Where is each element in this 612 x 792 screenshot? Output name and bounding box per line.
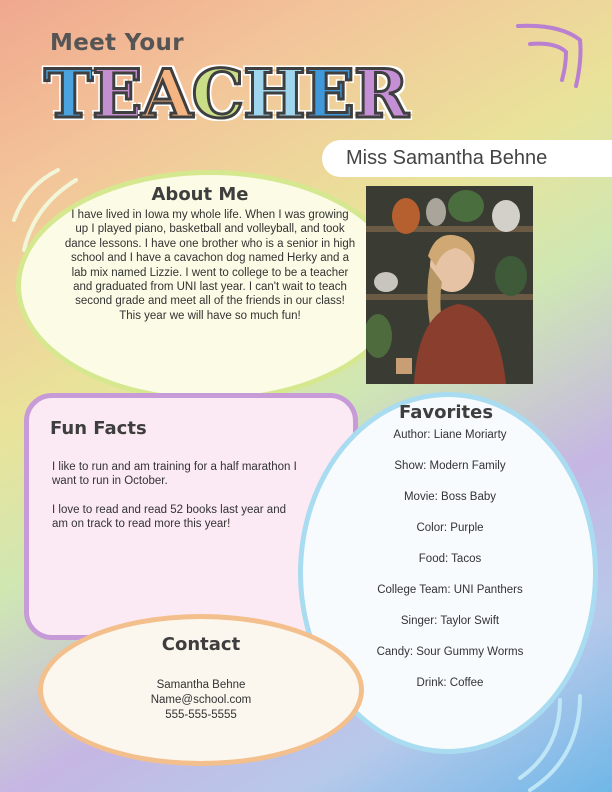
favorite-item: Drink: Coffee (416, 677, 484, 689)
contact-title: Contact (161, 634, 241, 655)
teacher-title (44, 55, 409, 133)
fun-facts-title: Fun Facts (50, 418, 147, 439)
title-letter: A (141, 55, 193, 133)
meet-your-heading: Meet Your (50, 30, 184, 56)
teacher-photo-illustration (366, 186, 533, 384)
fun-fact-item: I love to read and read 52 books last year and am on track to read more this year! (52, 503, 286, 531)
favorite-item: College Team: UNI Panthers (377, 584, 523, 596)
teacher-name-banner: Miss Samantha Behne (322, 140, 612, 177)
contact-details (101, 678, 301, 723)
favorite-item: Author: Liane Moriarty (393, 429, 507, 441)
favorite-item: Show: Modern Family (394, 460, 506, 472)
favorite-item: Singer: Taylor Swift (400, 615, 500, 627)
title-letter: R (353, 55, 409, 133)
favorites-title: Favorites (398, 402, 494, 423)
contact-email[interactable]: Name@school.com (150, 694, 252, 706)
about-me-title: About Me (151, 184, 249, 205)
contact-name: Samantha Behne (156, 679, 246, 691)
teacher-photo (366, 186, 533, 384)
favorite-item: Food: Tacos (418, 553, 482, 565)
title-letter: E (92, 55, 143, 133)
fun-fact-item: I like to run and am training for a half marathon I want to run in October. (52, 461, 297, 488)
fun-facts-list (52, 460, 297, 546)
about-me-text: I have lived in Iowa my whole life. When I was growing up I played piano, basketball and volleyball, and took dance lessons. I have one brother who is a senior in high school and I have a cavachon dog named Herky and a lab mix named Lizzie. I went to college to be a teacher and graduated from UNI last year. I can't wait to teach second grade and meet all of the friends in our class! This year we will have so much fun! (64, 209, 356, 322)
favorite-item: Color: Purple (416, 522, 484, 534)
favorite-item: Candy: Sour Gummy Worms (376, 646, 524, 658)
title-letter: T (44, 55, 94, 133)
title-letter: H (243, 55, 306, 133)
title-letter: E (304, 55, 355, 133)
favorites-list (370, 428, 530, 707)
contact-phone: 555-555-5555 (165, 709, 237, 721)
favorite-item: Movie: Boss Baby (403, 491, 497, 503)
title-letter: C (191, 55, 245, 133)
